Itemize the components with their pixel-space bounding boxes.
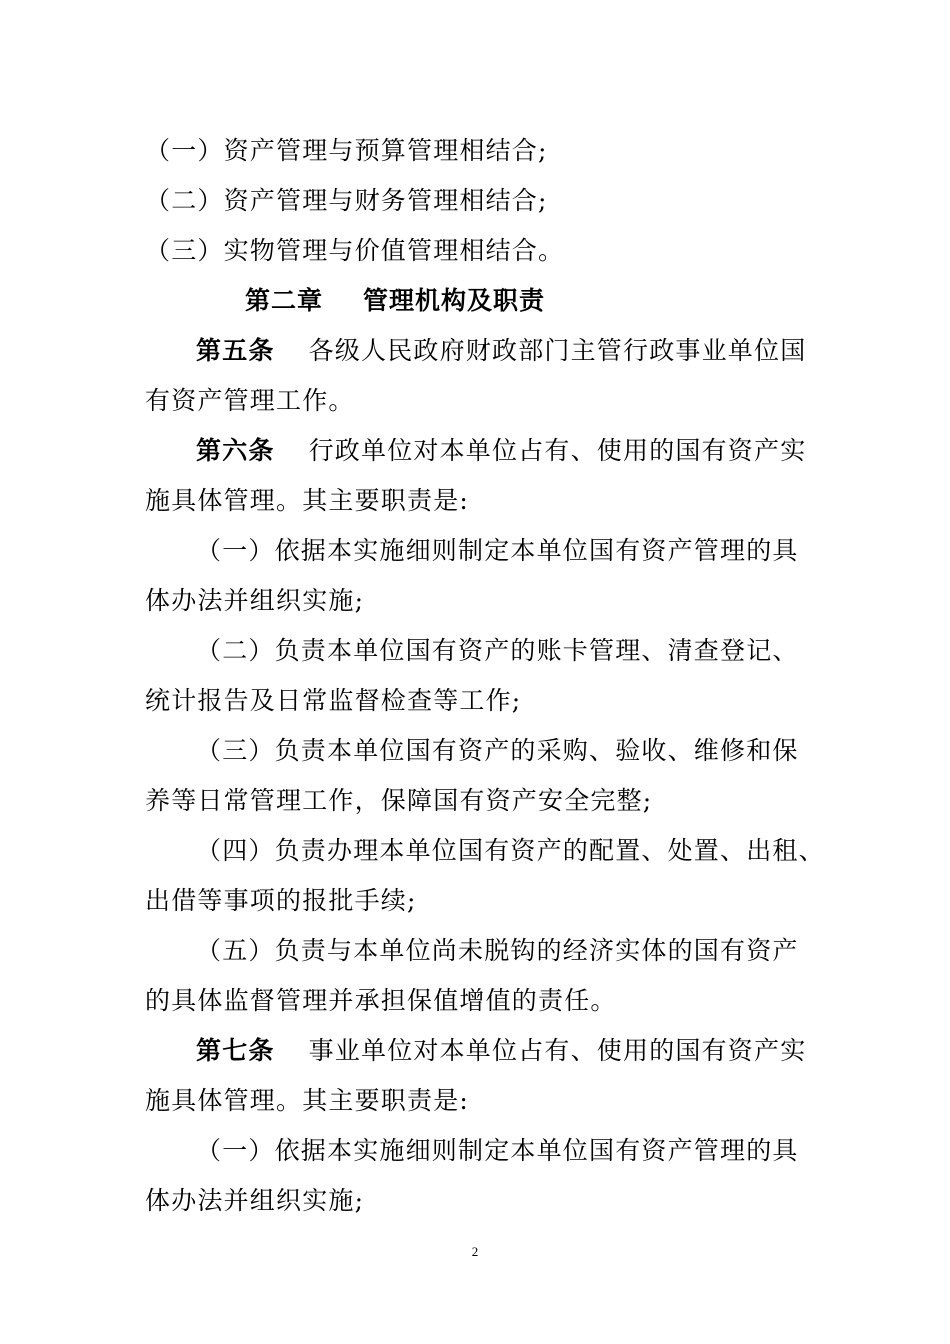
article-5-line-1	[196, 335, 806, 367]
article-7-item-1-line-2: 体办法并组织实施;	[145, 1186, 365, 1215]
article-6-line-2: 施具体管理。其主要职责是:	[145, 486, 470, 515]
article-6-line-1	[196, 435, 806, 467]
article-7-text: 事业单位对本单位占有、使用的国有资产实	[308, 1036, 807, 1065]
article-7-line-1	[196, 1035, 806, 1067]
article-6-item-5-line-1: （五）负责与本单位尚未脱钩的经济实体的国有资产	[196, 936, 799, 965]
article-6-item-1-line-2: 体办法并组织实施;	[145, 586, 365, 615]
page-number: 2	[471, 1244, 479, 1259]
article-5-line-2: 有资产管理工作。	[145, 386, 355, 415]
article-6-label: 第六条	[196, 436, 275, 465]
article-6-item-2-line-1: （二）负责本单位国有资产的账卡管理、清查登记、	[196, 636, 799, 665]
article-6-text: 行政单位对本单位占有、使用的国有资产实	[308, 436, 807, 465]
article-6-item-2-line-2: 统计报告及日常监督检查等工作;	[145, 686, 522, 715]
article-7-line-2: 施具体管理。其主要职责是:	[145, 1086, 470, 1115]
article-6-item-4-line-1: （四）负责办理本单位国有资产的配置、处置、出租、	[196, 836, 825, 865]
principle-line-2: （二）资产管理与财务管理相结合;	[145, 186, 548, 215]
article-6-item-1-line-1: （一）依据本实施细则制定本单位国有资产管理的具	[196, 536, 799, 565]
principle-line-1: （一）资产管理与预算管理相结合;	[145, 136, 548, 165]
article-7-label: 第七条	[196, 1036, 275, 1065]
chapter-heading	[245, 285, 545, 317]
article-6-item-5-line-2: 的具体监督管理并承担保值增值的责任。	[145, 986, 617, 1015]
article-5-text: 各级人民政府财政部门主管行政事业单位国	[308, 336, 807, 365]
chapter-number: 第二章	[245, 286, 324, 315]
principle-line-3: （三）实物管理与价值管理相结合。	[145, 236, 565, 265]
chapter-title: 管理机构及职责	[363, 286, 546, 315]
article-5-label: 第五条	[196, 336, 275, 365]
article-6-item-3-line-2: 养等日常管理工作，保障国有资产安全完整;	[145, 786, 653, 815]
article-6-item-3-line-1: （三）负责本单位国有资产的采购、验收、维修和保	[196, 736, 799, 765]
article-7-item-1-line-1: （一）依据本实施细则制定本单位国有资产管理的具	[196, 1136, 799, 1165]
article-6-item-4-line-2: 出借等事项的报批手续;	[145, 886, 417, 915]
